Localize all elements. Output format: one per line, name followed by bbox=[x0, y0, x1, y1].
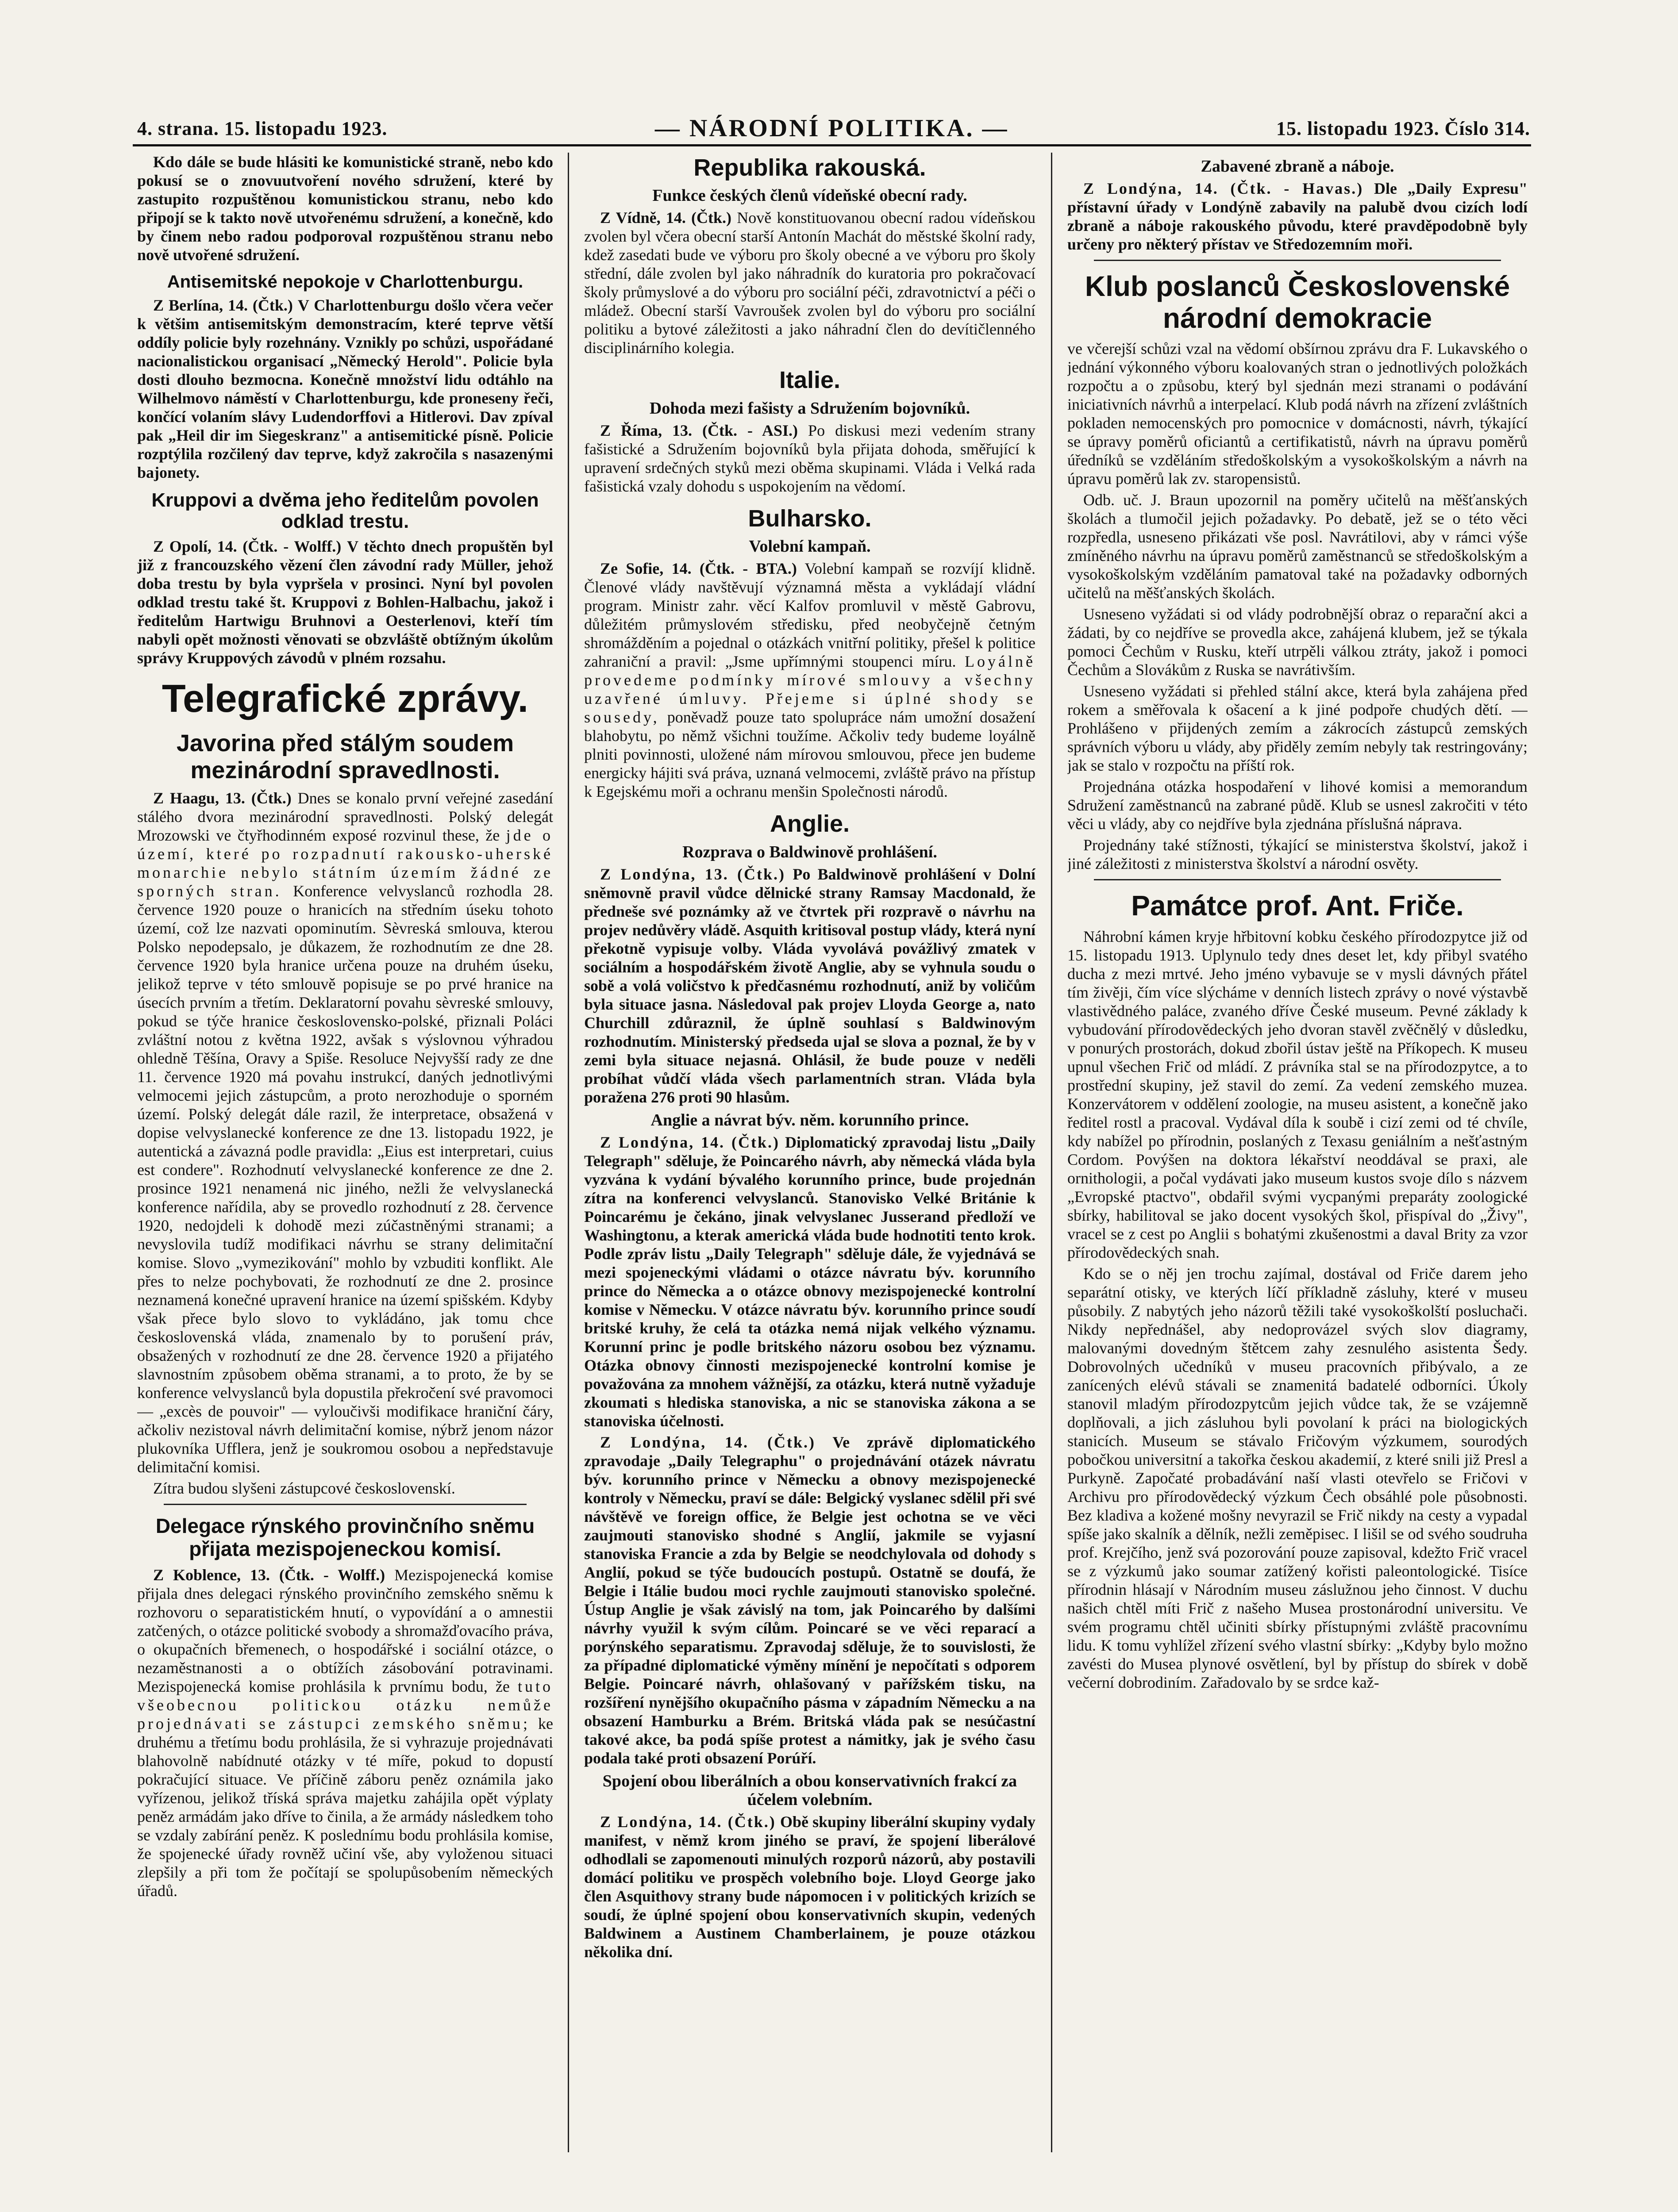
column-1 bbox=[137, 153, 553, 2152]
dateline: Z Londýna, 13. (Čtk.) bbox=[600, 865, 786, 883]
divider bbox=[164, 1504, 527, 1505]
section-title: Italie. bbox=[779, 367, 841, 394]
emphasis-text: Loyálně provedeme podmínky mírové smlouvy a všechny uzavřené úmluvy. Přejeme si úplné shody se sousedy, bbox=[584, 653, 1035, 726]
emphasis-text: tuto všeobecnou politickou otázku nemůže projednávati se zástupci zemského sněmu; bbox=[137, 1678, 553, 1733]
section-title: Telegrafické zprávy. bbox=[162, 676, 529, 720]
article-body bbox=[1067, 179, 1528, 253]
dateline: Z Londýna, 14. (Čtk.) bbox=[600, 1433, 816, 1451]
paragraph: V těchto dnech propuštěn byl již z francouzského vězení člen závodní rady Müller, jehož doba trestu by byla vypršela v prosinci. Nyní byl povolen odklad trestu také št. Kruppovi z Bohlen-Halbachu, jakož i ředitelům Hartwigu Bruhnovi a Oesterlenovi, kteří tím nabyli opět možnosti věnovati se obzvláště obtížným úkolům správy Kruppových závodů v plném rozsahu. bbox=[137, 537, 553, 667]
article-headline: Kruppovi a dvěma jeho ředitelům povolen odklad trestu. bbox=[151, 489, 539, 533]
dateline: Z Vídně, 14. (Čtk.) bbox=[600, 209, 732, 227]
article-body bbox=[584, 1813, 1035, 1961]
paragraph: ve včerejší schůzi vzal na vědomí obšírnou zprávu dra F. Lukavského o jednání výkonného výboru koalovaných stran o jednotlivých položkách rozpočtu a o způsobu, který byl sjednán mezi stranami o podávání iniciativních návrhů a interpelací. Klub podá návrh na zřízení zvláštních pokladen nemocenských pro pomocnice v domácnosti, návrh, týkající se úpravy poměrů oficiantů a certifikatistů, návrh na úpravu poměrů úředníků se vzděláním středoškolským a vysokoškolským a návrh na úpravu poměrů lak zv. staropensistů. bbox=[1067, 340, 1528, 488]
paragraph: Dle „Daily Expresu" přístavní úřady v Londýně zabavily na palubě dvou cizích lodí zbraně a náboje rakouského původu, které pravděpodobně byly určeny pro některý přístav ve Středozemním moři. bbox=[1067, 180, 1528, 253]
dateline: Z Koblence, 13. (Čtk. - Wolff.) bbox=[153, 1566, 385, 1584]
divider bbox=[1094, 879, 1501, 880]
article-body bbox=[137, 1566, 553, 1900]
paragraph: Odb. uč. J. Braun upozornil na poměry učitelů na měšťanských školách a tlumočil jejich požadavky. Po debatě, jež se o této věci rozpředla, usneseno přikázati vše posl. Navrátilovi, aby v rámci výše zmíněného návrhu na úpravu poměrů zaměstnanců se středoškolským a vysokoškolským vzděláním pamatoval také na požadavky odborných učitelů na měšťanských školách. bbox=[1067, 491, 1528, 602]
newspaper-title: — NÁRODNÍ POLITIKA. — bbox=[654, 115, 1009, 142]
section-title: Republika rakouská. bbox=[693, 154, 926, 181]
divider bbox=[1094, 260, 1501, 261]
paragraph: Zítra budou slyšeni zástupcové československí. bbox=[153, 1479, 455, 1498]
paragraph: Dnes se konalo první veřejné zasedání stálého dvora mezinárodní spravedlnosti. Polský delegát Mrozowski ve čtyřhodinném exposé rozvinul these, že bbox=[137, 789, 553, 845]
article-body bbox=[584, 1433, 1035, 1767]
dateline: Z Opolí, 14. (Čtk. - Wolff.) bbox=[153, 537, 342, 555]
paragraph: V Charlottenburgu došlo včera večer k většim antisemitským demonstracím, které teprve větší oddíly policie byly rozehnány. Vznikly po schůzi, uspořádané nacionalistickou organisací „Německý Herold". Policie byla dosti dlouho bezmocna. Konečně množství lidu odtáhlo na Wilhelmovo náměstí v Charlottenburgu, kde proneseny řeči, končící volaním slávy Ludendorffovi a Hitlerovi. Dav zpíval pak „Heil dir im Siegeskranz" a antisemitické písně. Policie rozptýlila rozčilený dav teprve, když zakročila s nasazenými bajonety. bbox=[137, 296, 553, 481]
article-headline: Rozprava o Baldwinově prohlášení. bbox=[682, 842, 937, 861]
dateline: Z Berlína, 14. (Čtk.) bbox=[153, 296, 293, 314]
article-headline: Klub poslanců Československé národní demokracie bbox=[1085, 270, 1510, 334]
article-body bbox=[584, 421, 1035, 495]
column-divider bbox=[1051, 153, 1052, 2152]
article-headline: Památce prof. Ant. Friče. bbox=[1131, 890, 1464, 922]
article-body bbox=[137, 789, 553, 1476]
paragraph: Projednány také stížnosti, týkající se ministerstva školství, jakož i jiné záležitosti z ministerstva školství a národní osvěty. bbox=[1067, 836, 1528, 873]
column-divider bbox=[568, 153, 569, 2152]
dateline: Z Londýna, 14. (Čtk.) bbox=[600, 1813, 776, 1831]
article-body bbox=[137, 296, 553, 482]
dateline: Z Londýna, 14. (Čtk.) bbox=[600, 1133, 780, 1151]
article-body bbox=[584, 208, 1035, 357]
article-headline: Zabavené zbraně a náboje. bbox=[1201, 157, 1394, 176]
column-2 bbox=[584, 153, 1035, 2152]
article-body bbox=[137, 537, 553, 667]
article-headline: Delegace rýnského provinčního sněmu přijata mezispojeneckou komisí. bbox=[155, 1514, 535, 1560]
paragraph: Ve zprávě diplomatického zpravodaje „Daily Telegraphu" o projednávání otázek návratu býv. korunního prince v Německu a obnovy mezispojenecké kontroly v Německu, praví se dále: Belgický vyslanec sdělil při své návštěvě ve foreign office, že Belgie jest ochotna se ve věci zaujmouti stanovisko shodné s Anglií, jakmile se vyjasní stanoviska Francie a zda by Belgie se neodchylovala od dohody s Anglií, pokud se týče budoucích postupů. Ostatně se doufá, že Belgie i Itálie budou moci rychle zaujmouti stanovisko společné. Ústup Anglie je však závislý na tom, jak Poincarého by dalšími návrhy využil k svým cílům. Poincaré se ve věci reparací a porýnského separatismu. Zpravodaj sděluje, že to souvislosti, že za případné diplomatické výměny mínění je nepočítati s odporem Belgie. Poincaré návrh, ohlašovaný v pařížském tisku, na rozšíření nynějšího okupačního pásma v západním Německu a na obsazení Hamburku a Brém. Britská vláda pak se nesúčastní takové akce, ba podá spíše protest a námitky, jak je svého času podala také proti obsazení Porúří. bbox=[584, 1433, 1035, 1767]
paragraph: Usneseno vyžádati si od vlády podrobnější obraz o reparační akci a žádati, by co nejdříve se provedla akce, zahájená klubem, jež se týkala pomoci Čechům v Rusku, kteří utrpěli válkou ztráty, jakož i pomoci Čechům a Slovákům z Ruska se navrátivším. bbox=[1067, 605, 1528, 679]
dateline: Z Haagu, 13. (Čtk.) bbox=[153, 789, 292, 807]
header-date-left: 4. strana. 15. listopadu 1923. bbox=[137, 117, 388, 139]
paragraph: Náhrobní kámen kryje hřbitovní kobku českého přírodozpytce již od 15. listopadu 1913. Uplynulo tedy dnes deset let, kdy přibyl svatého ducha z mezi mrtvé. Jeho jméno vybavuje se v mysli dávných přátel tím živěji, čím více slýcháme v denních listech zprávy o nové výstavbě vlastivědného paláce, zvaného dříve České museum. Pevné základy k vybudování přírodovědeckých jeho dvoran stavěl zvěčnělý v důsledku, v ponurých prostorách, dokud zbořil ústav ještě na Příkopech. K museu upnul všechen Frič od mládí. Z právníka stal se na přírodozpytce, a to prostřední skupiny, jež stavil do zemí. Za vedení zemského muzea. Konzervátorem v oddělení zoologie, na museu asistent, a konečně jako ředitel rostl a pracoval. Vydával díla k soubě i cizí zemi od té chvíle, kdy nabížel po přírodnin, poslaných z Texasu geniálním a nešťastným Cordom. Povýšen na doktora lékařství neoddával se praxi, ale ornithologii, a počal vydávati jako museum kustos svoje dílo s názvem „Evropské ptactvo", obdařil svými vycpanými preparáty zoologické sbírky, habilitoval se jako docent vysokých škol, přispíval do „Živy", vracel se z cest po Anglii s bohatými zkušenostmi a daval Brity za vzor přírodovědeckých snah. bbox=[1067, 928, 1528, 1262]
article-headline: Volební kampaň. bbox=[749, 537, 871, 556]
article-body bbox=[584, 865, 1035, 1106]
article-headline: Dohoda mezi fašisty a Sdružením bojovníků. bbox=[649, 399, 970, 418]
header-rule bbox=[133, 144, 1531, 146]
paragraph: Kdo dále se bude hlásiti ke komunistické straně, nebo kdo pokusí se o znovuutvoření nového sdružení, které by zastupito rozpuštěnou komunistickou stranu, nebo kdo připojí se k takto nově utvořenému sdružení, a konečně, kdo by činem nebo radou podporoval rozpuštěnou stranu nebo nově utvořené sdružení. bbox=[137, 153, 553, 264]
paragraph: Projednána otázka hospodaření v lihové komisi a memorandum Sdružení zaměstnanců na zabrané půdě. Klub se usnesl zakročiti v této věci u vlády, aby co nejdříve byla zjednána příslušná náprava. bbox=[1067, 778, 1528, 833]
paragraph: Obě skupiny liberální skupiny vydaly manifest, v němž krom jiného se praví, že spojení liberálové odhodlali se zapomenouti minulých rozporů názorů, aby postavili domácí politiku ve prospěch volebního boje. Lloyd George jako člen Asquithovy strany bude nápomocen i v politických krizích se soudí, že úplné spojení obou konservativních skupin, vedených Baldwinem a Austinem Chamberlainem, je pouze otázkou několika dní. bbox=[584, 1813, 1035, 1961]
paragraph: Volební kampaň se rozvíjí klidně. Členové vlády navštěvují významná města a vykládají vládní program. Ministr zahr. věcí Kalfov promluvil v městě Gabrovu, důležitém průmyslovém středisku, před neobyčejně četným shromážděním a pojednal o otázkách vnitřní politiky, přešel k politice zahraniční a pravil: „Jsme upřímnými stoupenci míru. bbox=[584, 560, 1035, 671]
header-date-issue: 15. listopadu 1923. Číslo 314. bbox=[1276, 117, 1530, 139]
section-title: Anglie. bbox=[770, 810, 850, 837]
paragraph: ke druhému a třetímu bodu prohlásila, že si vyhrazuje projednávati blahovolně nabídnuté otázky v té míře, pokud to dopustí pokračující situace. Ve příčině záboru peněz oznámila jako vyřízenou, jelikož tříská správa majetku zahájila opět výplaty peněz armádám jako dříve to činila, a že armády následkem toho se vzdaly zabírání peněz. K poslednímu bodu prohlásila komise, že spojenecké úřady rovněž učiní vše, aby vyloženou situaci zlepšily a při tom že počítají se spolupůsobením německých úřadů. bbox=[137, 1715, 553, 1900]
paragraph: Usneseno vyžádati si přehled stální akce, která byla zahájena před rokem a směřovala k ošacení a k jiné podpoře chudých dětí. — Prohlášeno v přijdených zemím a zákrocích zástupců zemských správních výboru u vlády, aby přiděly zemím nebyly tak restringovány; jak se stalo v rozpočtu na příští rok. bbox=[1067, 682, 1528, 775]
article-headline: Spojení obou liberálních a obou konservativních frakcí za účelem volebním. bbox=[602, 1771, 1017, 1809]
emphasis-text: jde o území, které po rozpadnutí rakousko-uherské monarchie nebylo státním územím žádné ze sporných stran. bbox=[137, 826, 553, 900]
article-headline: Javorina před stálým soudem mezinárodní spravedlnosti. bbox=[176, 730, 514, 783]
paragraph: Diplomatický zpravodaj listu „Daily Telegraph" sděluje, že Poincarého návrh, aby německá vláda byla vyzvána k vydání bývalého korunního prince, bude projednán zítra na konferenci velvyslanců. Stanovisko Velké Británie k Poincarému je čekáno, jinak velvyslanec Jusserand předloží ve Washingtonu, a kterak americká vláda bude hodnotiti tento krok. Podle zpráv listu „Daily Telegraph" sděluje dále, že vyjednává se mezi spojeneckými vládami o otázce návratu býv. korunního prince do Německa a o otázce obnovy mezispojenecké kontrolní komise v Německu. V otázce návratu býv. korunního prince soudí britské kruhy, že celá ta otázka nemá nijak velkého významu. Korunní princ je podle britského názoru osobou bez významu. Otázka obnovy činnosti mezispojenecké kontrolní komise je považována za mnohem vážnější, za otázku, která nutně vyžaduje zkoumati s hlediska stanoviska, a nic se stanoviska zákona a se stanoviska účelnosti. bbox=[584, 1133, 1035, 1430]
article-body bbox=[584, 1133, 1035, 1430]
paragraph: Konference velvyslanců rozhodla 28. července 1920 pouze o hranicích na středním úseku tohoto území, což lze nazvati opominutím. Sèvreská smlouva, kterou Polsko nepodepsalo, je důkazem, že rozhodnutím ze dne 28. července 1920 byla hranice určena pouze na druhém úseku, jelikož teprve v této smlouvě popisuje se po prvé hranice na úsecích prvním a třetím. Deklaratorní povahu sèvreské smlouvy, pokud se týče hranice československo-polské, přiznali Poláci zvláštní notou z května 1922, avšak s výslovnou výhradou ohledně Těšína, Oravy a Spiše. Resoluce Nejvyšší rady ze dne 11. července 1920 má povahu instrukcí, daných jednotlivými velmocemi jejich zástupcům, a proto nerozhoduje o sporném území. Polský delegát dále razil, že interpretace, obsažená v dopise velvyslanecké konference ze dne 13. listopadu 1922, je autentická a závazná podle pravidla: „Eius est interpretari, cuius est condere". Rozhodnutí velvyslanecké konference ze dne 2. prosince 1921 nenamená nic jiného, nežli že velvyslanecká konference nařídila, aby se provedlo rozhodnutí z 28. července 1920, nedojdeli k dohodě mezi zúčastněnými stranami; a nevyslovila tudíž modifikaci návrhu se strany delimitační komise. Slovo „vymezikování" mohlo by vzbuditi konflikt. Ale přes to nelze pochybovati, že rozhodnutí ze dne 2. prosince neznamená konečné upravení hranice na území spišském. Kdyby však přece bylo slovo to vykládáno, jak tomu chce československá vláda, znamenalo by to porušení práv, obsažených v rozhodnutí ze dne 28. července 1920 a přijatého slavnostním způsobem oběma stranami, a to proto, že by se konference velvyslanců byla dopustila překročení své pravomoci — „excès de pouvoir" — vyloučivši modifikace hraniční čáry, ačkoliv nezistoval návrh delimitační komise, nýbrž jenom názor plukovníka Ufflera, jenž je soukromou osobou a nepředstavuje delimitační komisi. bbox=[137, 882, 553, 1476]
dateline: Z Říma, 13. (Čtk. - ASI.) bbox=[600, 421, 798, 439]
paragraph: Mezispojenecká komise přijala dnes delegaci rýnského provinčního zemského sněmu k rozhovoru o separatistickém hnutí, o vypovídání a o amnestii zatčených, o otázce politické svobody a shromažďovacího práva, o okupačních břemenech, o hospodářské i sociální otázce, o nezaměstnanosti a o obtížích zásobování potravinami. Mezispojenecká komise prohlásila k prvnímu bodu, že bbox=[137, 1566, 553, 1696]
paragraph: poněvadž pouze tato spolupráce nám umožní dosažení blahobytu, po němž všichni toužíme. Ačkoliv tedy budeme loyálně plniti povinnosti, uložené nám mírovou smlouvou, přece jen budeme energicky hájiti svá práva, uznaná velmocemi, zvláště právo na přístup k Egejskému moři a ochranu menšin Společnosti národů. bbox=[584, 708, 1035, 801]
article-headline: Anglie a návrat býv. něm. korunního prince. bbox=[650, 1110, 969, 1129]
paragraph: Po diskusi mezi vedením strany fašistické a Sdružením bojovníků byla přijata dohoda, směřující k upravení srdečných styků mezi oběma skupinami. Vláda i Velká rada fašistická vzaly dohodu s uspokojením na vědomí. bbox=[584, 421, 1035, 495]
article-headline: Antisemitské nepokoje v Charlottenburgu. bbox=[167, 272, 523, 292]
column-3 bbox=[1067, 153, 1528, 2152]
article-body bbox=[584, 559, 1035, 801]
dateline: Ze Sofie, 14. (Čtk. - BTA.) bbox=[600, 560, 797, 578]
article-headline: Funkce českých členů vídeňské obecní rady. bbox=[652, 186, 967, 205]
paragraph: Kdo se o něj jen trochu zajímal, dostával od Friče darem jeho separátní otisky, ve kterých líčí příkladně zásluhy, které v museu působily. Z nabytých jeho názorů těžili také vysokoškolští posluchači. Nikdy nepřednášel, aby nedoprovázel svých slov diagramy, malovanými dovedným štětcem zahy zesnulého asistenta Šedy. Dobrovolných učedníků v museu pracovních přibývalo, a ze zanícených elévů stávali se znamenitá badatelé odborníci. Úkoly stanovil mladým přírodozpytcům jejich vůdce tak, že se vzájemně doplňovali, a jich zásluhou byli povolaní k práci na biologických stanicích. Museum se stávalo Fričovým výzkumem, sourodých pobočkou universitní a takořka českou akademií, z které snili již Presl a Purkyně. Započaté probadávání naší vlasti otevřelo se Fričovi v Archivu pro přírodovědecký výzkum Čech obsáhlé pole působnosti. Bez kladiva a kožené mošny nevyrazil se Frič nikdy na cesty a vypadal spíše jako skalník a dělník, nežli zeměpisec. I lišil se od svého soudruha prof. Krejčího, jenž svá pozorování pouze zapisoval, kdežto Frič vracel se z výzkumů jako soumar zatížený kořisti paleontologické. Tisíce přírodnin hlásají v Národním museu záslužnou jeho činnost. V duchu našich chtěl míti Frič z našeho Musea prostonárodní universitu. Ve svém programu chtěl učiniti sbírky přístupnými zvláště pracovnímu lidu. K tomu vyhlížel zřízení svého vlastní sbírky: „Kdyby bylo možno zavésti do Musea plynové osvětlení, byl by přístup do sbírek v době večerní dobrodiním. Zařadovalo by se srdce kaž- bbox=[1067, 1265, 1528, 1692]
paragraph: Po Baldwinově prohlášení v Dolní sněmovně pravil vůdce dělnické strany Ramsay Macdonald, že předneše své poznámky až ve čtvrtek při rozpravě o návrhu na projev nedůvěry vládě. Asquith kritisoval postup vlády, která nyní překotně vypisuje volby. Vláda vyvolává povážlivý zmatek v sociálním a hospodářském životě Anglie, aby se vyhnula soudu o sobě a volá voličstvo k předčasnému rozhodnutí, aniž by voličům byla situace jasna. Následoval pak projev Lloyda George a, nato Churchill zdůraznil, že úplně souhlasí s Baldwinovým rozhodnutím. Ministerský předseda ujal se slova a poznal, že by v zemi byla situace nejasná. Ohlásil, že bude pouze v neděli probíhat vůdčí vláda všech parlamentních stran. Vláda byla poražena 276 proti 90 hlasům. bbox=[584, 865, 1035, 1106]
paragraph: Nově konstituovanou obecní radou vídeňskou zvolen byl včera obecní starší Antonín Machát do městské školní rady, kdež zasedati bude ve výboru pro školy obecné a ve výboru pro školy střední, dále zvolen byl jako náhradník do kuratoria pro pokračovací školy průmyslové a do výboru pro sociální péči, zdravotnictví a péči o mládež. Obecní starší Vavroušek zvolen byl do výboru pro sociální politiku a bytové záležitosti a jako náhradní člen do devítičlenného disciplinárního kolegia. bbox=[584, 209, 1035, 357]
section-title: Bulharsko. bbox=[748, 505, 872, 532]
page-header bbox=[137, 114, 1530, 142]
dateline: Z Londýna, 14. (Čtk. - Havas.) bbox=[1083, 180, 1364, 197]
